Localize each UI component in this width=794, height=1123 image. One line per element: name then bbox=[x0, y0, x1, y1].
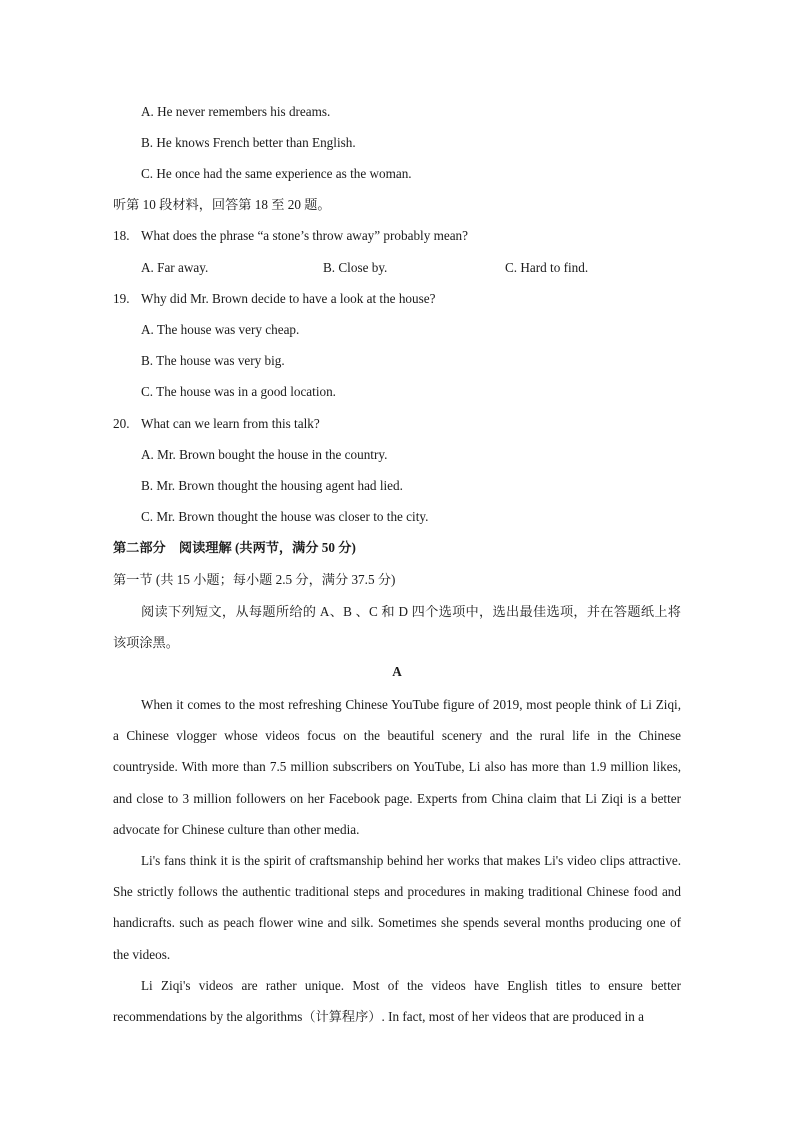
q18-option-a: A. Far away. bbox=[141, 260, 209, 275]
reading-instruction: 阅读下列短文，从每题所给的 A、B 、C 和 D 四个选项中，选出最佳选项，并在答题纸上将该项涂黑。 bbox=[113, 604, 681, 651]
question-number: 18. bbox=[113, 228, 130, 243]
passage-paragraph-3: Li Ziqi's videos are rather unique. Most of the videos have English titles to ensure better recommendations by the algorithms（计算程序）. In fact, most of her videos that are produced in a bbox=[113, 978, 681, 1025]
q19-option-b: B. The house was very big. bbox=[141, 353, 285, 368]
passage-label: A bbox=[392, 664, 402, 679]
question-number: 19. bbox=[113, 291, 130, 306]
q20-option-a: A. Mr. Brown bought the house in the country. bbox=[141, 447, 388, 462]
q20-option-c: C. Mr. Brown thought the house was closer to the city. bbox=[141, 509, 429, 524]
q19-option-c: C. The house was in a good location. bbox=[141, 384, 336, 399]
q17-option-b: B. He knows French better than English. bbox=[141, 135, 356, 150]
q18-option-c: C. Hard to find. bbox=[505, 260, 589, 275]
section1-heading: 第一节 (共 15 小题；每小题 2.5 分，满分 37.5 分) bbox=[113, 572, 396, 587]
part2-heading: 第二部分 阅读理解 (共两节，满分 50 分) bbox=[113, 540, 356, 555]
question-text: Why did Mr. Brown decide to have a look at the house? bbox=[141, 291, 436, 306]
question-text: What can we learn from this talk? bbox=[141, 416, 320, 431]
q17-option-a: A. He never remembers his dreams. bbox=[141, 104, 331, 119]
question-text: What does the phrase “a stone’s throw away” probably mean? bbox=[141, 228, 469, 243]
passage-paragraph-2: Li's fans think it is the spirit of craftsmanship behind her works that makes Li's video clips attractive. She strictly follows the authentic traditional steps and procedures in making traditional Chinese food and handicrafts. such as peach flower wine and silk. Sometimes she spends several months producing one of the videos. bbox=[113, 853, 681, 962]
q19-option-a: A. The house was very cheap. bbox=[141, 322, 300, 337]
passage-paragraph-1: When it comes to the most refreshing Chinese YouTube figure of 2019, most people think of Li Ziqi, a Chinese vlogger whose videos focus on the beautiful scenery and the rural life in the Chinese countryside. With more than 7.5 million subscribers on YouTube, Li also has more than 1.9 million likes, and close to 3 million followers on her Facebook page. Experts from China claim that Li Ziqi is a better advocate for Chinese culture than other media. bbox=[113, 697, 681, 837]
section10-instruction: 听第 10 段材料，回答第 18 至 20 题。 bbox=[113, 197, 331, 212]
q20-option-b: B. Mr. Brown thought the housing agent had lied. bbox=[141, 478, 403, 493]
q18-option-b: B. Close by. bbox=[323, 260, 388, 275]
question-number: 20. bbox=[113, 416, 130, 431]
q17-option-c: C. He once had the same experience as the woman. bbox=[141, 166, 412, 181]
